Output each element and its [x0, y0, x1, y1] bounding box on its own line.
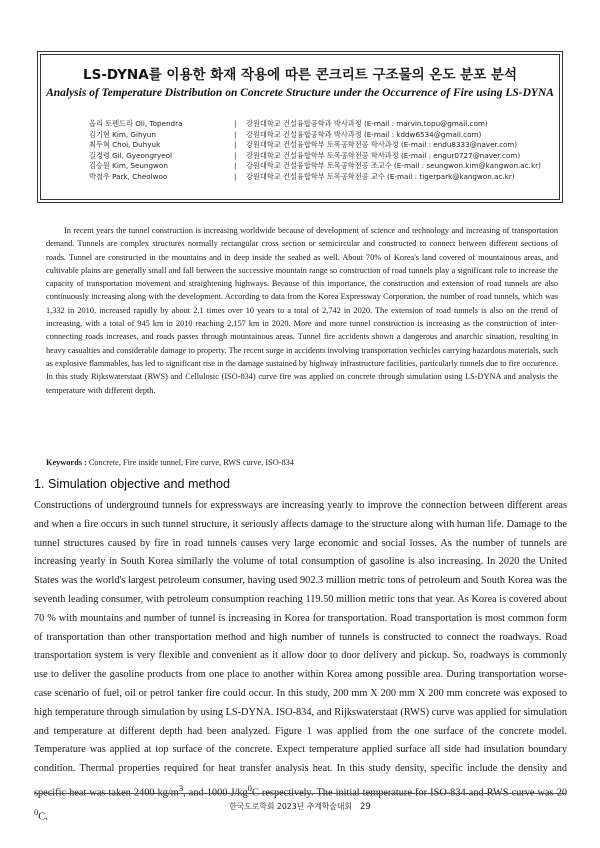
author-name: 올리 토펜드라 Oli, Topendra	[89, 119, 183, 128]
author-affiliation: 강원대학교 건설융합학부 토목공학전공 학사과정 (E-mail : engur0727@naver.com)	[246, 150, 521, 160]
author-affiliation: 강원대학교 건설융합학부 토목공학전공 교수 (E-mail : tigerpark@kangwon.ac.kr)	[246, 171, 515, 181]
author-separator: |	[234, 161, 237, 171]
keywords	[46, 458, 558, 467]
author-separator: |	[234, 171, 237, 181]
title-box	[40, 54, 560, 200]
author-name: 김승원 Kim, Seungwon	[89, 161, 168, 171]
body-end: C.	[38, 811, 48, 823]
abstract: In recent years the tunnel construction is increasing worldwide because of development of science and technology and increasing of transportation demand. Tunnels are complex structures normally rectangular cross section or semicircular and constructed to connect between different sections of roads. Tunnel are constructed in the mountains and in deep inside the seabed as well. About 70% of Korea's land covered of mountainous areas, and cultivable plains are generally small and fall between the successive mountain range so construction of road tunnels play a significant role to increase the capacity of transportation movement and straightening highways. Because of this importance, the construction and extension of road tunnels are also continuously increasing along with the development. According to data from the Korea Expressway Corporation, the number of road tunnels, which was 1,332 in 2010, increased rapidly by about 2.1 times over 10 years to a total of 2,742 in 2020. The extension of road tunnels is also on the trend of increasing, with a total of 945 km in 2010 reaching 2,157 km in 2020. More and more tunnel construction is increasing as the construction of inter-connecting roads increases, and roads passes through mountainous areas. Tunnel fire accidents shown a dangerous and anarchic situation, resulting in heavy casualties and considerable damage to property. The recent surge in accidents involving transportation vechicles carrying hazardous materials, such as explosive flammables, has led to significant rise in the damage sustained by highway infrastructure facilities, particularly tunnels due to fire occurence. In this study Rijkswaterstaat (RWS) and Cellulosic (ISO-834) curve fire was applied on concrete through simulation using LS-DYNA and analysis the temperature with different depth.	[46, 226, 558, 395]
body-mid: , and 1000 J/kg	[183, 787, 248, 799]
author-name: 최두혁 Choi, Duhyuk	[89, 140, 161, 150]
author-separator: |	[234, 150, 237, 160]
title-korean: LS-DYNA를 이용한 화재 작용에 따른 콘크리트 구조물의 온도 분포 분석	[83, 67, 517, 83]
author-affiliation: 강원대학교 건설융합학부 토목공학전공 조교수 (E-mail : seungwon.kim@kangwon.ac.kr)	[246, 161, 541, 171]
page-number: 29	[359, 802, 371, 812]
section-body	[34, 497, 567, 827]
author-row	[89, 161, 549, 172]
author-name: 김기현 Kim, Gihyun	[89, 129, 156, 139]
superscript-3: 3	[178, 782, 184, 793]
superscript-degree: 0	[247, 782, 252, 793]
footer-divider	[34, 793, 567, 794]
title-english: Analysis of Temperature Distribution on Concrete Structure under the Occurrence of Fire using LS-DYNA	[46, 87, 554, 99]
author-row	[89, 119, 549, 130]
author-separator: |	[234, 119, 237, 128]
section-heading: 1. Simulation objective and method	[34, 477, 231, 491]
author-row	[89, 140, 549, 151]
author-name: 박철우 Park, Cheolwoo	[89, 171, 168, 181]
body-mid2: C respectively. The initial temperature for ISO-834 and RWS curve was 20	[251, 787, 567, 799]
keywords-value: Concrete, Fire inside tunnel, Fire curve, RWS curve, ISO-834	[86, 458, 294, 467]
keywords-label: Keywords :	[46, 458, 87, 467]
author-row	[89, 151, 549, 162]
author-row	[89, 130, 549, 141]
author-name: 길경령 Gil, Gyeongryeol	[89, 150, 173, 160]
author-separator: |	[234, 129, 237, 139]
author-separator: |	[234, 140, 237, 150]
body-main: Constructions of underground tunnels for expressways are increasing yearly to improve the connection between different areas and when a fire occurs in such tunnel structure, it seriously affects damage to the structure along with human life. Damage to the tunnel structures caused by fire in road tunnels causes very large economic and social losses. As the number of tunnels are increasing yearly in South Korea similarly the volume of total consumption of gasoline is also increasing. In 2020 the United States was the world's largest petroleum consumer, having used 902.3 million metric tons of petroleum and South Korea was the seventh leading consumer, with petroleum consumption reaching 119.50 million metric tons that year. As Korea is covered about 70 % with mountains and number of tunnel is increasing in Korea for transportation. Road transportation is most common form of transportation than other transportation method and high number of tunnels is constructed to connect the roadways. Road transportation system is very flexible and convenient as it allow door to door delivery and pickup. So, roadways is commonly use to deliver the gasoline products from one place to another within Korea among possible area. During transportation worse-case scenario of fuel, oil or petrol tanker fire could occur. In this study, 200 mm X 200 mm X 200 mm concrete was exposed to high temperature through simulation by using LS-DYNA. ISO-834, and Rijkswaterstaat (RWS) curve was applied for simulation and temperature at different depth had been analyzed. Figure 1 was applied from the one surface of the concrete model. Temperature was applied at top surface of the concrete. Expect temperature applied surface all side had insulation boundary condition. Thermal properties required for heat transfer analysis heat. In this study density, specific include the density and specific heat was taken 2400 kg/m	[34, 500, 567, 799]
author-affiliation: 강원대학교 건설융합학부 토목공학전공 학사과정 (E-mail : endu8333@naver.com)	[246, 140, 518, 150]
superscript-degree-2: 0	[34, 807, 39, 818]
author-list	[89, 119, 549, 183]
author-affiliation: 강원대학교 건설융합공학과 박사과정 (E-mail : marvin.topu@gmail.com)	[246, 119, 488, 128]
footer	[0, 801, 600, 812]
author-row	[89, 172, 549, 183]
footer-conference: 한국도로학회 2023년 추계학술대회	[229, 802, 352, 811]
author-affiliation: 강원대학교 건설융합공학과 박사과정 (E-mail : kddw6534@gmail.com)	[246, 129, 482, 139]
